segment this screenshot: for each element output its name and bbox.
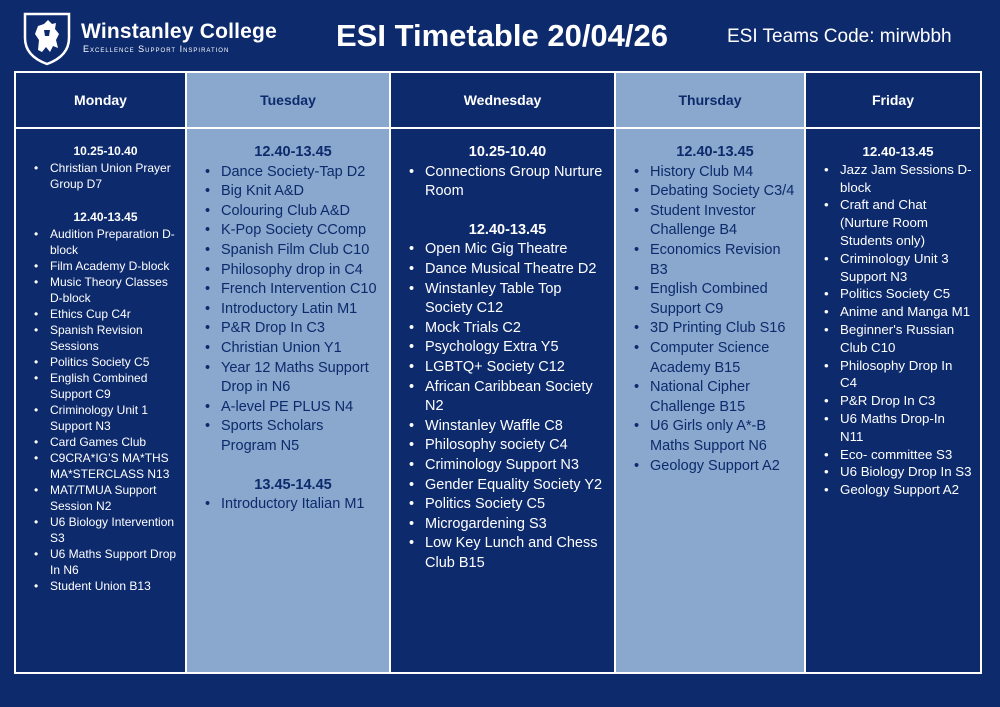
activity-item: • Low Key Lunch and Chess Club B15 bbox=[409, 534, 606, 573]
activity-item: • Student Investor Challenge B4 bbox=[634, 202, 796, 241]
activity-item: • Anime and Manga M1 bbox=[824, 303, 972, 321]
activity-item: • P&R Drop In C3 bbox=[824, 392, 972, 410]
activity-item: • Debating Society C3/4 bbox=[634, 182, 796, 202]
activity-item: • English Combined Support C9 bbox=[634, 280, 796, 319]
activity-item: • Geology Support A2 bbox=[824, 481, 972, 499]
slot-time: 12.40-13.45 bbox=[468, 221, 547, 238]
activity-item: • History Club M4 bbox=[634, 163, 796, 183]
activity-item: • Film Academy D-block bbox=[34, 258, 177, 274]
activity-list bbox=[824, 161, 972, 499]
activity-item: • Politics Society C5 bbox=[824, 285, 972, 303]
activity-item: • Philosophy Drop In C4 bbox=[824, 357, 972, 393]
day-header: Wednesday bbox=[391, 73, 614, 129]
activity-item: • U6 Girls only A*-B Maths Support N6 bbox=[634, 417, 796, 456]
activity-item: • Colouring Club A&D bbox=[205, 202, 381, 222]
day-header: Monday bbox=[16, 73, 185, 129]
activity-item: • Spanish Film Club C10 bbox=[205, 241, 381, 261]
activity-item: • U6 Maths Drop-In N11 bbox=[824, 410, 972, 446]
activity-item: • Geology Support A2 bbox=[634, 457, 796, 477]
page-title: ESI Timetable 20/04/26 bbox=[336, 18, 669, 53]
activity-item: • Criminology Unit 1 Support N3 bbox=[34, 402, 177, 434]
activity-item: • C9CRA*IG’S MA*THS MA*STERCLASS N13 bbox=[34, 450, 177, 482]
activity-item: • 3D Printing Club S16 bbox=[634, 319, 796, 339]
activity-item: • Philosophy society C4 bbox=[409, 436, 606, 456]
day-body bbox=[616, 129, 804, 476]
activity-list bbox=[205, 495, 381, 515]
college-crest-logo bbox=[22, 10, 72, 66]
activity-item: • Big Knit A&D bbox=[205, 182, 381, 202]
activity-item: • Eco- committee S3 bbox=[824, 446, 972, 464]
activity-item: • K-Pop Society CComp bbox=[205, 221, 381, 241]
day-body bbox=[391, 129, 614, 573]
day-header: Thursday bbox=[616, 73, 804, 129]
activity-item: • National Cipher Challenge B15 bbox=[634, 378, 796, 417]
day-body bbox=[16, 129, 185, 594]
slot-time: 10.25-10.40 bbox=[468, 144, 547, 160]
activity-item: • Connections Group Nurture Room bbox=[409, 163, 606, 202]
activity-item: • Introductory Italian M1 bbox=[205, 495, 381, 515]
activity-item: • Open Mic Gig Theatre bbox=[409, 240, 606, 260]
activity-item: • Philosophy drop in C4 bbox=[205, 261, 381, 281]
activity-item: • LGBTQ+ Society C12 bbox=[409, 358, 606, 378]
activity-item: • Audition Preparation D-block bbox=[34, 226, 177, 258]
activity-item: • Student Union B13 bbox=[34, 578, 177, 594]
activity-item: • Card Games Club bbox=[34, 434, 177, 450]
header bbox=[0, 0, 1000, 70]
activity-item: • Politics Society C5 bbox=[34, 354, 177, 370]
slot-time: 12.40-13.45 bbox=[254, 144, 332, 160]
activity-item: • Music Theory Classes D-block bbox=[34, 274, 177, 306]
day-column-wednesday bbox=[391, 73, 616, 672]
day-column-tuesday bbox=[187, 73, 391, 672]
activity-list bbox=[409, 163, 606, 202]
day-header: Friday bbox=[806, 73, 980, 129]
slot-time: 12.40-13.45 bbox=[73, 210, 138, 224]
slot-time: 10.25-10.40 bbox=[73, 144, 138, 158]
activity-item: • Gender Equality Society Y2 bbox=[409, 476, 606, 496]
activity-item: • Psychology Extra Y5 bbox=[409, 338, 606, 358]
slot-time: 12.40-13.45 bbox=[862, 144, 934, 159]
slot-time: 12.40-13.45 bbox=[676, 144, 754, 160]
brand-name: Winstanley College bbox=[81, 20, 277, 43]
activity-item: • English Combined Support C9 bbox=[34, 370, 177, 402]
activity-list bbox=[34, 226, 177, 594]
activity-list bbox=[409, 240, 606, 573]
activity-item: • Politics Society C5 bbox=[409, 495, 606, 515]
day-body bbox=[187, 129, 389, 515]
activity-item: • Ethics Cup C4r bbox=[34, 306, 177, 322]
slot-time: 13.45-14.45 bbox=[254, 476, 332, 493]
activity-list bbox=[34, 160, 177, 192]
activity-list bbox=[205, 163, 381, 457]
activity-item: • Christian Union Prayer Group D7 bbox=[34, 160, 177, 192]
activity-list bbox=[634, 163, 796, 477]
activity-item: • U6 Maths Support Drop In N6 bbox=[34, 546, 177, 578]
activity-item: • Sports Scholars Program N5 bbox=[205, 417, 381, 456]
activity-item: • Dance Musical Theatre D2 bbox=[409, 260, 606, 280]
day-column-friday bbox=[806, 73, 980, 672]
activity-item: • African Caribbean Society N2 bbox=[409, 378, 606, 417]
day-column-monday bbox=[16, 73, 187, 672]
day-header: Tuesday bbox=[187, 73, 389, 129]
activity-item: • MAT/TMUA Support Session N2 bbox=[34, 482, 177, 514]
day-column-thursday bbox=[616, 73, 806, 672]
activity-item: • Microgardening S3 bbox=[409, 515, 606, 535]
activity-item: • Craft and Chat (Nurture Room Students only) bbox=[824, 196, 972, 249]
timetable bbox=[14, 71, 982, 674]
brand-tagline: Excellence Support Inspiration bbox=[83, 44, 230, 54]
activity-item: • Computer Science Academy B15 bbox=[634, 339, 796, 378]
activity-item: • Winstanley Waffle C8 bbox=[409, 417, 606, 437]
activity-item: • Dance Society-Tap D2 bbox=[205, 163, 381, 183]
activity-item: • Spanish Revision Sessions bbox=[34, 322, 177, 354]
activity-item: • Criminology Support N3 bbox=[409, 456, 606, 476]
activity-item: • French Intervention C10 bbox=[205, 280, 381, 300]
activity-item: • Introductory Latin M1 bbox=[205, 300, 381, 320]
activity-item: • Economics Revision B3 bbox=[634, 241, 796, 280]
activity-item: • P&R Drop In C3 bbox=[205, 319, 381, 339]
activity-item: • Jazz Jam Sessions D-block bbox=[824, 161, 972, 197]
activity-item: • Winstanley Table Top Society C12 bbox=[409, 280, 606, 319]
activity-item: • Year 12 Maths Support Drop in N6 bbox=[205, 359, 381, 398]
teams-code: ESI Teams Code: mirwbbh bbox=[727, 26, 952, 47]
activity-item: • Christian Union Y1 bbox=[205, 339, 381, 359]
activity-item: • U6 Biology Intervention S3 bbox=[34, 514, 177, 546]
activity-item: • U6 Biology Drop In S3 bbox=[824, 463, 972, 481]
activity-item: • Mock Trials C2 bbox=[409, 319, 606, 339]
day-body bbox=[806, 129, 980, 499]
activity-item: • Criminology Unit 3 Support N3 bbox=[824, 250, 972, 286]
activity-item: • Beginner's Russian Club C10 bbox=[824, 321, 972, 357]
activity-item: • A-level PE PLUS N4 bbox=[205, 398, 381, 418]
